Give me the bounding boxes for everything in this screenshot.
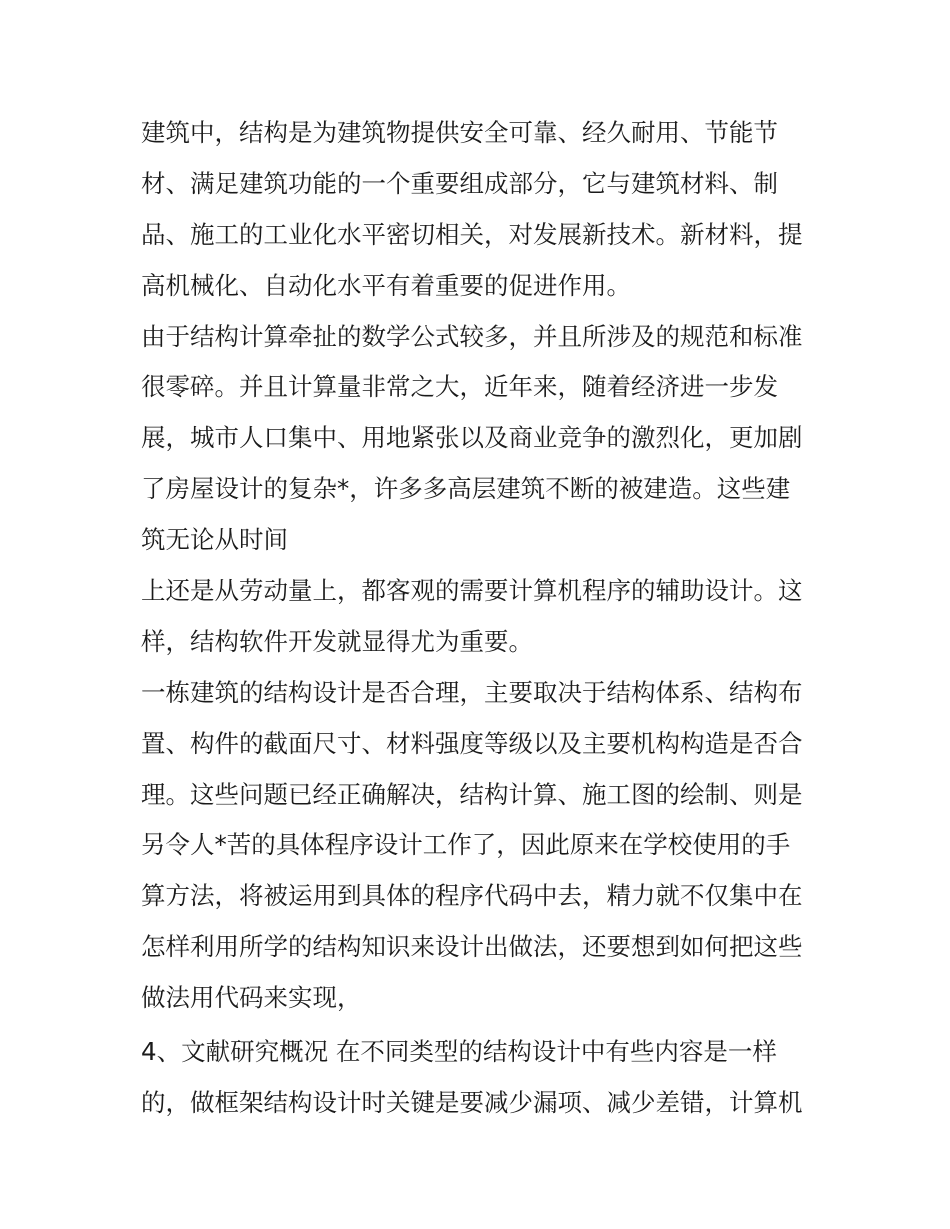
paragraph xyxy=(141,566,821,668)
text-line: 的，做框架结构设计时关键是要减少漏项、减少差错，计算机 xyxy=(141,1087,803,1117)
text-line: 筑无论从时间 xyxy=(141,525,288,555)
paragraph xyxy=(141,312,821,566)
text-line: 品、施工的工业化水平密切相关，对发展新技术。新材料，提 xyxy=(141,219,803,249)
text-line: 4、文献研究概况 在不同类型的结构设计中有些内容是一样 xyxy=(141,1037,777,1067)
paragraph xyxy=(141,668,821,1024)
text-line: 怎样利用所学的结构知识来设计出做法，还要想到如何把这些 xyxy=(141,932,803,962)
text-line: 算方法，将被运用到具体的程序代码中去，精力就不仅集中在 xyxy=(141,881,803,911)
text-line: 建筑中，结构是为建筑物提供安全可靠、经久耐用、节能节 xyxy=(141,118,778,147)
text-line: 样，结构软件开发就显得尤为重要。 xyxy=(141,626,533,656)
text-line: 高机械化、自动化水平有着重要的促进作用。 xyxy=(141,270,631,300)
text-line: 了房屋设计的复杂*，许多多高层建筑不断的被建造。这些建 xyxy=(141,474,791,504)
text-line: 置、构件的截面尺寸、材料强度等级以及主要机构构造是否合 xyxy=(141,728,803,758)
text-line: 材、满足建筑功能的一个重要组成部分，它与建筑材料、制 xyxy=(141,168,778,198)
text-line: 另令人*苦的具体程序设计工作了，因此原来在学校使用的手 xyxy=(141,830,791,860)
text-line: 一栋建筑的结构设计是否合理，主要取决于结构体系、结构布 xyxy=(141,677,803,707)
paragraph xyxy=(141,108,821,312)
text-line: 展，城市人口集中、用地紧张以及商业竞争的激烈化，更加剧 xyxy=(141,423,803,453)
body-text xyxy=(141,108,821,1129)
text-line: 上还是从劳动量上，都客观的需要计算机程序的辅助设计。这 xyxy=(141,576,803,606)
paragraph xyxy=(141,1027,821,1129)
text-line: 理。这些问题已经正确解决，结构计算、施工图的绘制、则是 xyxy=(141,779,803,809)
text-line: 很零碎。并且计算量非常之大，近年来，随着经济进一步发 xyxy=(141,372,778,402)
text-line: 由于结构计算牵扯的数学公式较多，并且所涉及的规范和标准 xyxy=(141,321,803,351)
text-line: 做法用代码来实现， xyxy=(141,983,362,1013)
